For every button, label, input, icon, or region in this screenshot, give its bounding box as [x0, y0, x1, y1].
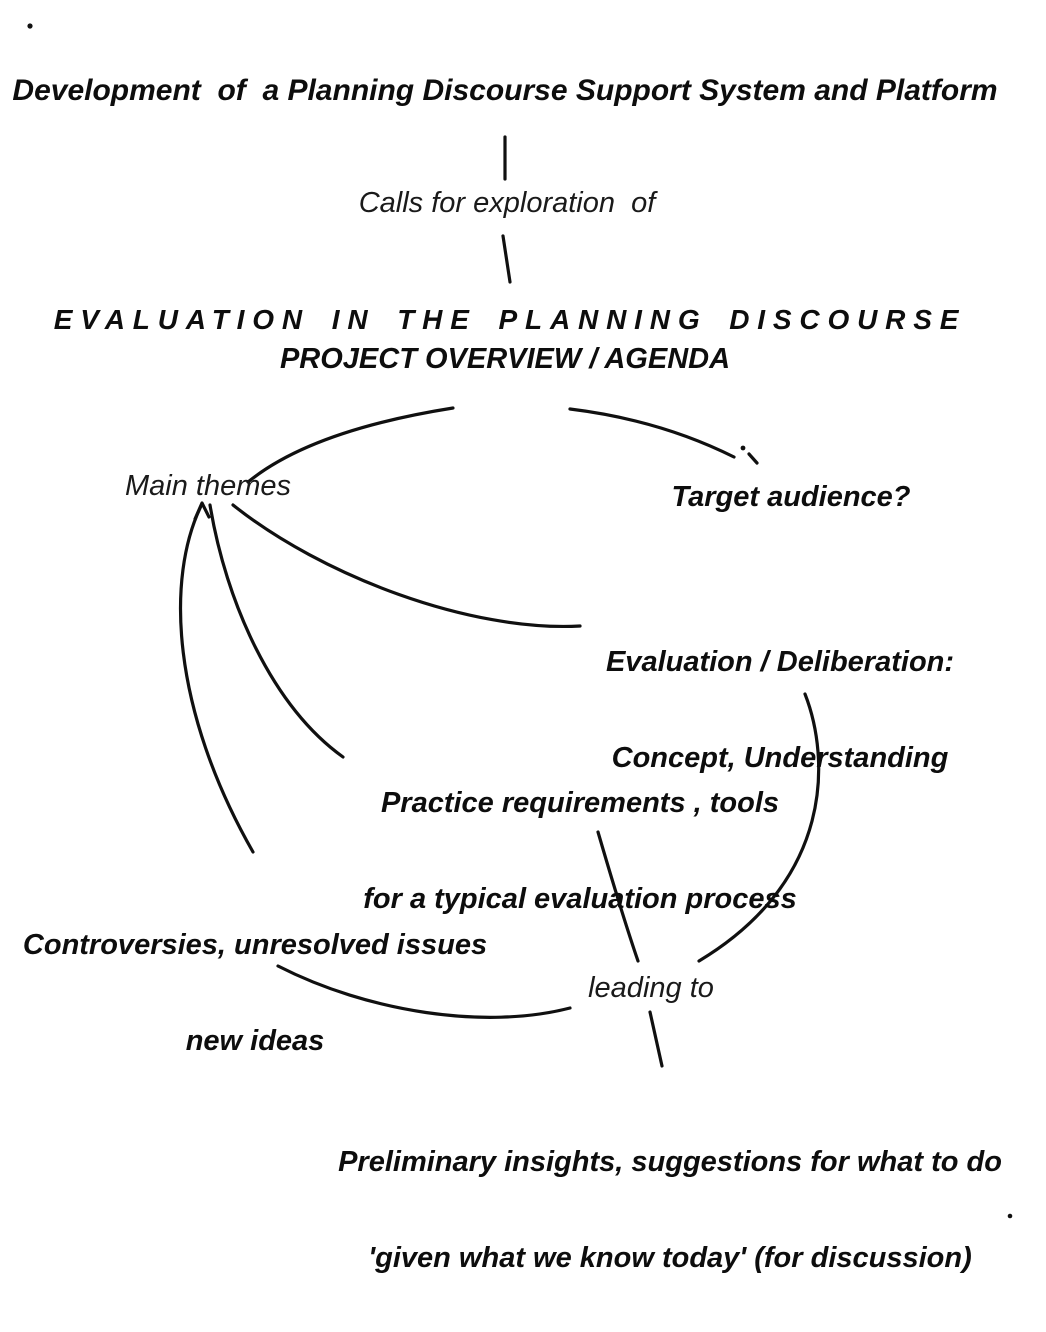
heading-line1: EVALUATION IN THE PLANNING DISCOURSE	[53, 304, 967, 335]
arrowhead-up-icon	[195, 503, 209, 519]
node-controversies	[23, 873, 487, 1114]
node-main-themes: Main themes	[124, 470, 292, 502]
connector-main-themes-to-controversies	[181, 504, 253, 852]
node-controversies-line1: Controversies, unresolved issues	[22, 929, 488, 961]
stray-dot-bottom-right	[1008, 1214, 1013, 1219]
node-practice-line1: Practice requirements , tools	[380, 787, 780, 819]
calls-for-exploration-label: Calls for exploration of	[358, 187, 656, 219]
connector-heading-to-target-audience	[570, 409, 734, 457]
label-leading-to: leading to	[588, 972, 714, 1004]
node-evaluation-line2: Concept, Understanding	[611, 742, 949, 774]
node-target-audience: Target audience?	[671, 481, 911, 513]
heading-line2: PROJECT OVERVIEW / AGENDA	[279, 343, 731, 375]
dash-dot	[741, 446, 746, 451]
connector-calls-to-heading	[503, 236, 510, 282]
connector-main-themes-to-evaluation	[233, 505, 580, 626]
page-title: Development of a Planning Discourse Support System and Platform	[12, 74, 998, 107]
node-practice-line2: for a typical evaluation process	[363, 883, 797, 915]
node-preliminary-insights	[338, 1090, 1002, 1331]
node-evaluation-line1: Evaluation / Deliberation:	[605, 646, 955, 678]
connector-main-themes-to-practice	[210, 505, 343, 757]
connector-leading-to-to-preliminary	[650, 1012, 662, 1066]
node-controversies-line2: new ideas	[185, 1025, 325, 1057]
node-preliminary-line1: Preliminary insights, suggestions for what to do	[338, 1146, 1002, 1178]
stray-dot-top-left	[27, 23, 32, 28]
dash-segment	[749, 454, 757, 463]
node-preliminary-line2: 'given what we know today' (for discussion)	[368, 1242, 972, 1274]
